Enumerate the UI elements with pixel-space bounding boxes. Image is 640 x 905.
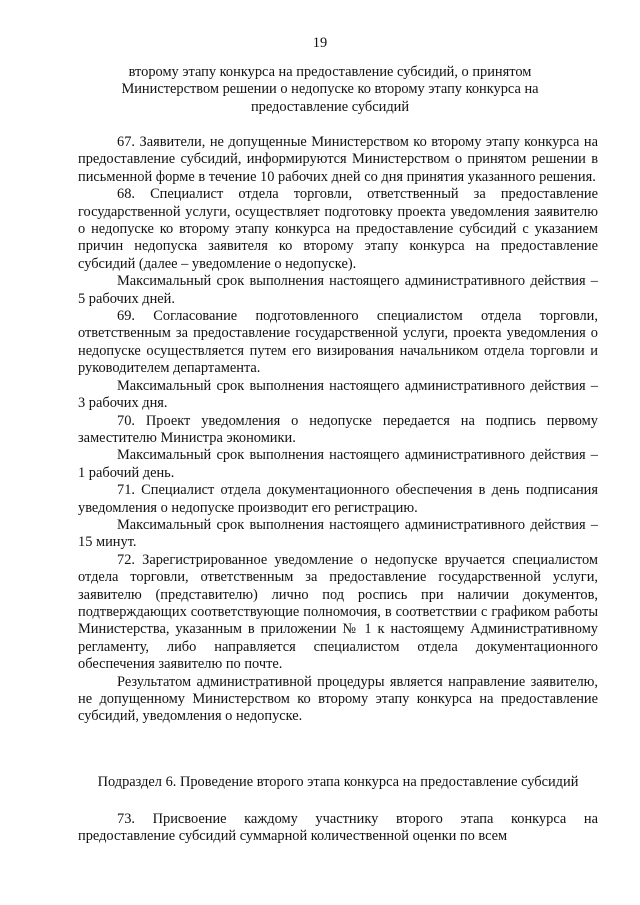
paragraph-69: 69. Согласование подготовленного специалистом отдела торговли, ответственным за предоставление государственной услуги, проекта уведомления о недопуске осуществляется путем его визирования начальником отдела торговли и руководителем департамента. xyxy=(78,308,598,377)
document-body xyxy=(78,134,598,726)
page-number: 19 xyxy=(312,35,328,51)
paragraph-68-deadline: Максимальный срок выполнения настоящего административного действия – 5 рабочих дней. xyxy=(78,273,598,307)
section-heading-continuation: второму этапу конкурса на предоставление субсидий, о принятом Министерством решении о недопуске ко второму этапу конкурса на предоставление субсидий xyxy=(121,64,539,115)
document-body-continued xyxy=(78,811,598,846)
paragraph-69-deadline: Максимальный срок выполнения настоящего административного действия – 3 рабочих дня. xyxy=(78,377,598,412)
paragraph-70-deadline: Максимальный срок выполнения настоящего административного действия – 1 рабочий день. xyxy=(78,447,598,481)
procedure-result-paragraph: Результатом административной процедуры является направление заявителю, не допущенному Министерством ко второму этапу конкурса на предоставление субсидий, уведомления о недопуске. xyxy=(78,673,598,725)
paragraph-68: 68. Специалист отдела торговли, ответственный за предоставление государственной услуги, осуществляет подготовку проекта уведомления заявителю о недопуске ко второму этапу конкурса на предоставление субсидий с указанием причин недопуска заявителя ко второму этапу конкурса на предоставление субсидий (далее – уведомление о недопуске). xyxy=(78,186,598,272)
paragraph-71-deadline: Максимальный срок выполнения настоящего административного действия – 15 минут. xyxy=(78,516,598,551)
paragraph-67: 67. Заявители, не допущенные Министерством ко второму этапу конкурса на предоставление субсидий, информируются Министерством о принятом решении в письменной форме в течение 10 рабочих дней со дня принятия указанного решения. xyxy=(78,134,598,185)
subsection-title: Подраздел 6. Проведение второго этапа конкурса на предоставление субсидий xyxy=(97,774,579,790)
paragraph-73: 73. Присвоение каждому участнику второго этапа конкурса на предоставление субсидий суммарной количественной оценки по всем xyxy=(78,811,598,845)
paragraph-70: 70. Проект уведомления о недопуске передается на подпись первому заместителю Министра экономики. xyxy=(78,412,598,446)
paragraph-72: 72. Зарегистрированное уведомление о недопуске вручается специалистом отдела торговли, ответственным за предоставление государственной услуги, заявителю (представителю) лично под роспись при наличии документов, подтверждающих соответствующие полномочия, в соответствии с графиком работы Министерства, указанным в приложении № 1 к настоящему Административному регламенту, либо направляется специалистом отдела документационного обеспечения заявителю по почте. xyxy=(78,551,598,673)
paragraph-71: 71. Специалист отдела документационного обеспечения в день подписания уведомления о недопуске производит его регистрацию. xyxy=(78,482,598,516)
